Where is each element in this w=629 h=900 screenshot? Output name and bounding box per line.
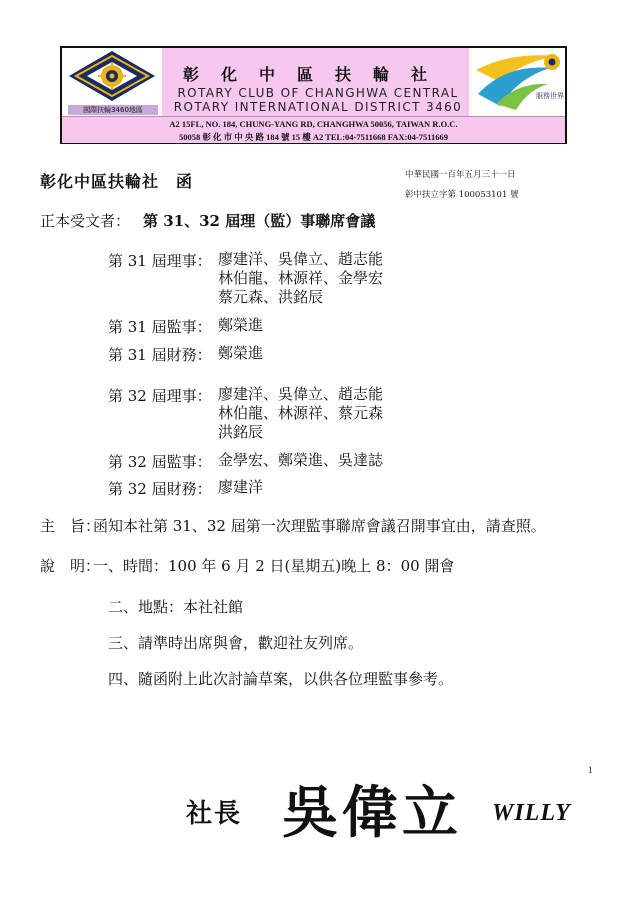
role-member-line: 林伯龍、林源祥、蔡元森: [218, 404, 384, 422]
role-member-line: 廖建洋: [218, 478, 264, 496]
role-label: 第 32 屆監事：: [108, 453, 212, 471]
role-member-line: 蔡元森、洪銘辰: [218, 288, 324, 306]
district-swoosh-icon: [470, 48, 565, 116]
address-en: A2 15FL, NO. 184, CHUNG-YANG RD, CHANGHWA 50056, TAIWAN R.O.C.: [169, 119, 458, 129]
role-members: [218, 316, 263, 335]
document-number: 彰中扶立字第 100053101 號: [405, 190, 519, 200]
club-name-zh: 彰化中區扶輪社: [182, 65, 449, 84]
signature-title: 社長: [186, 799, 243, 829]
logo-caption: 服務世界: [536, 92, 564, 100]
letterhead: [60, 46, 567, 144]
role-member-line: 鄭榮進: [218, 344, 264, 362]
role-members: [218, 385, 383, 442]
role-label: 第 31 屆財務：: [108, 346, 212, 364]
description-label: 說 明：: [40, 557, 101, 575]
recipient-value: 第 31、32 屆理（監）事聯席會議: [143, 212, 376, 230]
role-label: 第 31 屆監事：: [108, 318, 212, 336]
district-tag: 國際扶輪3460地區: [68, 105, 158, 115]
role-members: [218, 478, 263, 497]
role-label: 第 32 屆理事：: [108, 387, 212, 405]
role-members: [218, 250, 383, 307]
role-member-line: 金學宏、鄭榮進、吳達誌: [218, 451, 384, 469]
description-item: 一、時間：100 年 6 月 2 日(星期五)晚上 8：00 開會: [93, 557, 455, 575]
page-number: 1: [588, 765, 593, 775]
role-member-line: 廖建洋、吳偉立、趙志能: [218, 385, 384, 403]
role-member-line: 林伯龍、林源祥、金學宏: [218, 269, 384, 287]
description-item: 三、請準時出席與會，歡迎社友列席。: [108, 634, 364, 652]
role-label: 第 31 屆理事：: [108, 252, 212, 270]
club-name-en: ROTARY CLUB OF CHANGHWA CENTRAL: [177, 86, 459, 100]
description-item: 四、隨函附上此次討論草案，以供各位理監事參考。: [108, 670, 454, 688]
document-date: 中華民國一百年五月三十一日: [405, 170, 516, 180]
role-members: [218, 451, 383, 470]
signature-english-name: WILLY: [492, 800, 571, 826]
role-label: 第 32 屆財務：: [108, 480, 212, 498]
role-member-line: 廖建洋、吳偉立、趙志能: [218, 250, 384, 268]
role-member-line: 洪銘辰: [218, 423, 264, 441]
sender-line: 彰化中區扶輪社 函: [40, 172, 194, 191]
address-band: [62, 116, 565, 143]
district-name-en: ROTARY INTERNATIONAL DISTRICT 3460: [173, 100, 463, 114]
recipient-label: 正本受文者：: [40, 212, 131, 230]
rotary-wheel-icon: [64, 48, 160, 116]
signature-name: 吳偉立: [282, 780, 462, 846]
subject-text: 函知本社第 31、32 屆第一次理監事聯席會議召開事宜由，請查照。: [93, 517, 546, 535]
role-members: [218, 344, 263, 363]
address-zh: 50058 彰 化 市 中 央 路 184 號 15 樓 A2 TEL:04-7511668 FAX:04-7511669: [178, 132, 449, 142]
description-item: 二、地點：本社社館: [108, 598, 244, 616]
subject-label: 主 旨：: [40, 517, 101, 535]
role-member-line: 鄭榮進: [218, 316, 264, 334]
